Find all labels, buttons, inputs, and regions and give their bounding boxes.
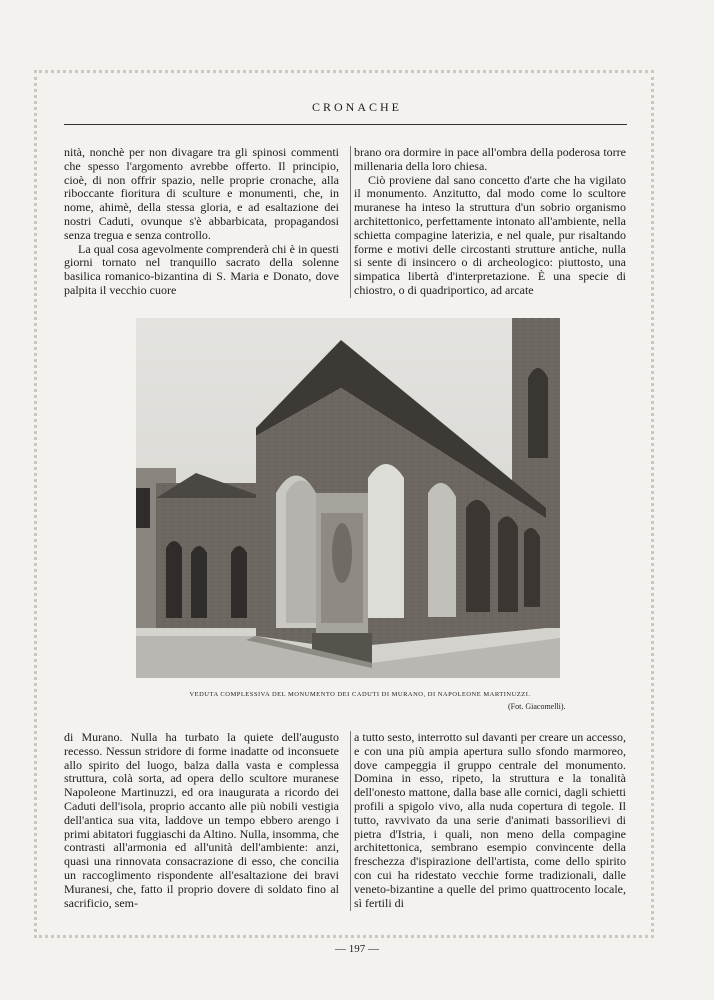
bottom-right-column	[354, 731, 626, 910]
page-number: — 197 —	[335, 943, 379, 955]
paragraph: La qual cosa agevolmente comprenderà chi è in questi giorni tornato nel tranquillo sacrato della solenne basilica romanico-bizantina di S. Maria e Donato, dove palpita il vecchio cuore	[64, 241, 339, 297]
paragraph: nità, nonchè per non divagare tra gli spinosi commenti che spesso l'argomento avrebbe offerto. Il principio, cioè, di non offrir spazio, nelle proprie cronache, alla riboccante fioritura di sculture e monumenti, che, in nome, ahimè, della stessa gloria, e ad esaltazione dei nostri Caduti, ovunque s'è abbarbicata, propagandosi senza tregua e senza controllo.	[64, 145, 339, 242]
paragraph: di Murano. Nulla ha turbato la quiete dell'augusto recesso. Nessun stridore di forme inadatte od inconsuete allo spirito del luogo, balza dalla vasta e complessa struttura, colà sorta, ad opera dello scultore muranese Napoleone Martinuzzi, ed ora inaugurata a ricordo dei Caduti dell'isola, proprio accanto alle più nobili vestigia dell'antica sua vita, laddove un tempo ebbero arengo i primi abitatori fuggiaschi da Altino. Nulla, insomma, che contrasti all'armonia ed all'unità dell'ambiente: anzi, quasi una rinnovata consacrazione di esso, che concilia un raccoglimento rispondente all'esaltazione dei bravi Muranesi, che, fatto il proprio dovere di soldato fino al sacrificio, sem-	[64, 730, 339, 910]
monument-illustration	[136, 318, 560, 678]
paragraph: Ciò proviene dal sano concetto d'arte che ha vigilato il monumento. Anzitutto, dal modo come lo scultore muranese ha inteso la struttura d'un sobrio organismo architettonico, perfettamente intonato all'ambiente, nella schietta compagine laterizia, e nel quale, pur risaltando forme e motivi delle circostanti strutture antiche, nulla si sente di insincero o di archeologico: piuttosto, una simpatica libertà d'interpretazione. È una specie di chiostro, o di quadriportico, ad arcate	[354, 172, 626, 297]
header-rule	[64, 124, 627, 125]
paragraph: brano ora dormire in pace all'ombra della poderosa torre millenaria della loro chiesa.	[354, 145, 626, 173]
paragraph: a tutto sesto, interrotto sul davanti per creare un accesso, e con una più ampia apertura sullo sfondo marmoreo, dove campeggia il gruppo centrale del monumento. Domina in esso, ripeto, la struttura e la tonalità dell'onesto mattone, dalla base alle cornici, dagli schietti profili a spigolo vivo, alla nuda copertura di tegole. Il tutto, ravvivato da una serie d'animati bassorilievi di pietra d'Istria, i quali, non meno della compagine architettonica, sembrano esempio convincente della freschezza d'ispirazione dell'artista, come dello spirito con cui ha ridestato vecchie forme tradizionali, dalle veneto-bizantine a quelle del primo quattrocento locale, sì fertili di	[354, 730, 626, 910]
column-divider	[350, 146, 351, 298]
top-left-column	[64, 146, 339, 298]
column-divider	[350, 731, 351, 911]
top-right-column	[354, 146, 626, 298]
figure-caption: VEDUTA COMPLESSIVA DEL MONUMENTO DEI CADUTI DI MURANO, DI NAPOLEONE MARTINUZZI.	[189, 691, 531, 698]
bottom-left-column	[64, 731, 339, 910]
running-header: CRONACHE	[311, 100, 402, 114]
photo-credit: (Fot. Giacomelli).	[508, 702, 566, 711]
monument-photo	[136, 318, 560, 678]
